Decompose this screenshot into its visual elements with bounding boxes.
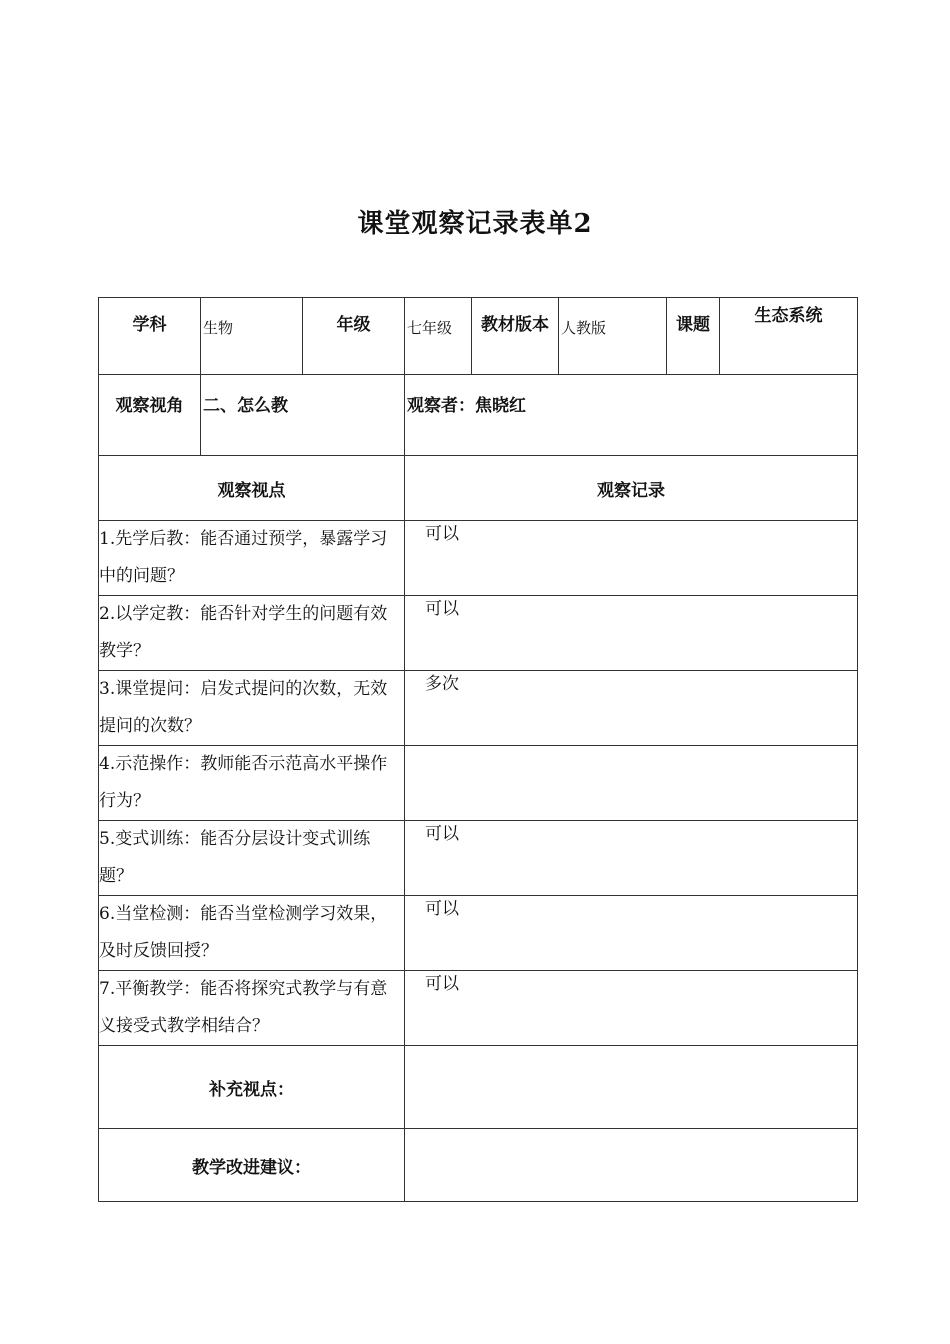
supplement-row bbox=[99, 1046, 858, 1129]
table-row bbox=[99, 521, 858, 596]
observation-record: 多次 bbox=[405, 671, 858, 746]
observation-record: 可以 bbox=[405, 896, 858, 971]
edition-value: 人教版 bbox=[559, 298, 667, 375]
suggestion-value bbox=[405, 1129, 858, 1202]
table-row bbox=[99, 896, 858, 971]
observer-name: 观察者：焦晓红 bbox=[405, 375, 858, 456]
grade-label: 年级 bbox=[303, 298, 405, 375]
observation-point: 7.平衡教学：能否将探究式教学与有意义接受式教学相结合？ bbox=[99, 971, 405, 1046]
perspective-row bbox=[99, 375, 858, 456]
observation-point: 4.示范操作：教师能否示范高水平操作行为？ bbox=[99, 746, 405, 821]
suggestion-label: 教学改进建议： bbox=[99, 1129, 405, 1202]
observation-point: 5.变式训练：能否分层设计变式训练题？ bbox=[99, 821, 405, 896]
document-title: 课堂观察记录表单2 bbox=[357, 209, 593, 239]
grade-value: 七年级 bbox=[405, 298, 472, 375]
observation-record bbox=[405, 746, 858, 821]
observation-point: 2.以学定教：能否针对学生的问题有效教学？ bbox=[99, 596, 405, 671]
edition-label: 教材版本 bbox=[472, 298, 559, 375]
perspective-label: 观察视角 bbox=[99, 375, 201, 456]
observation-record: 可以 bbox=[405, 821, 858, 896]
table-row bbox=[99, 821, 858, 896]
column-header-row bbox=[99, 456, 858, 521]
topic-label: 课题 bbox=[667, 298, 720, 375]
table-row bbox=[99, 746, 858, 821]
supplement-value bbox=[405, 1046, 858, 1129]
subject-value: 生物 bbox=[201, 298, 303, 375]
suggestion-row bbox=[99, 1129, 858, 1202]
table-row bbox=[99, 671, 858, 746]
records-header: 观察记录 bbox=[405, 456, 858, 521]
table-row bbox=[99, 971, 858, 1046]
table-row bbox=[99, 596, 858, 671]
observation-record: 可以 bbox=[405, 521, 858, 596]
topic-value: 生态系统 bbox=[720, 298, 858, 375]
observation-record: 可以 bbox=[405, 596, 858, 671]
points-header: 观察视点 bbox=[99, 456, 405, 521]
observation-form bbox=[98, 297, 858, 1202]
observation-point: 1.先学后教：能否通过预学，暴露学习中的问题？ bbox=[99, 521, 405, 596]
supplement-label: 补充视点： bbox=[99, 1046, 405, 1129]
header-row bbox=[99, 298, 858, 375]
observation-record: 可以 bbox=[405, 971, 858, 1046]
perspective-value: 二、怎么教 bbox=[201, 375, 405, 456]
observation-point: 3.课堂提问：启发式提问的次数，无效提问的次数？ bbox=[99, 671, 405, 746]
observation-point: 6.当堂检测：能否当堂检测学习效果，及时反馈回授？ bbox=[99, 896, 405, 971]
subject-label: 学科 bbox=[99, 298, 201, 375]
